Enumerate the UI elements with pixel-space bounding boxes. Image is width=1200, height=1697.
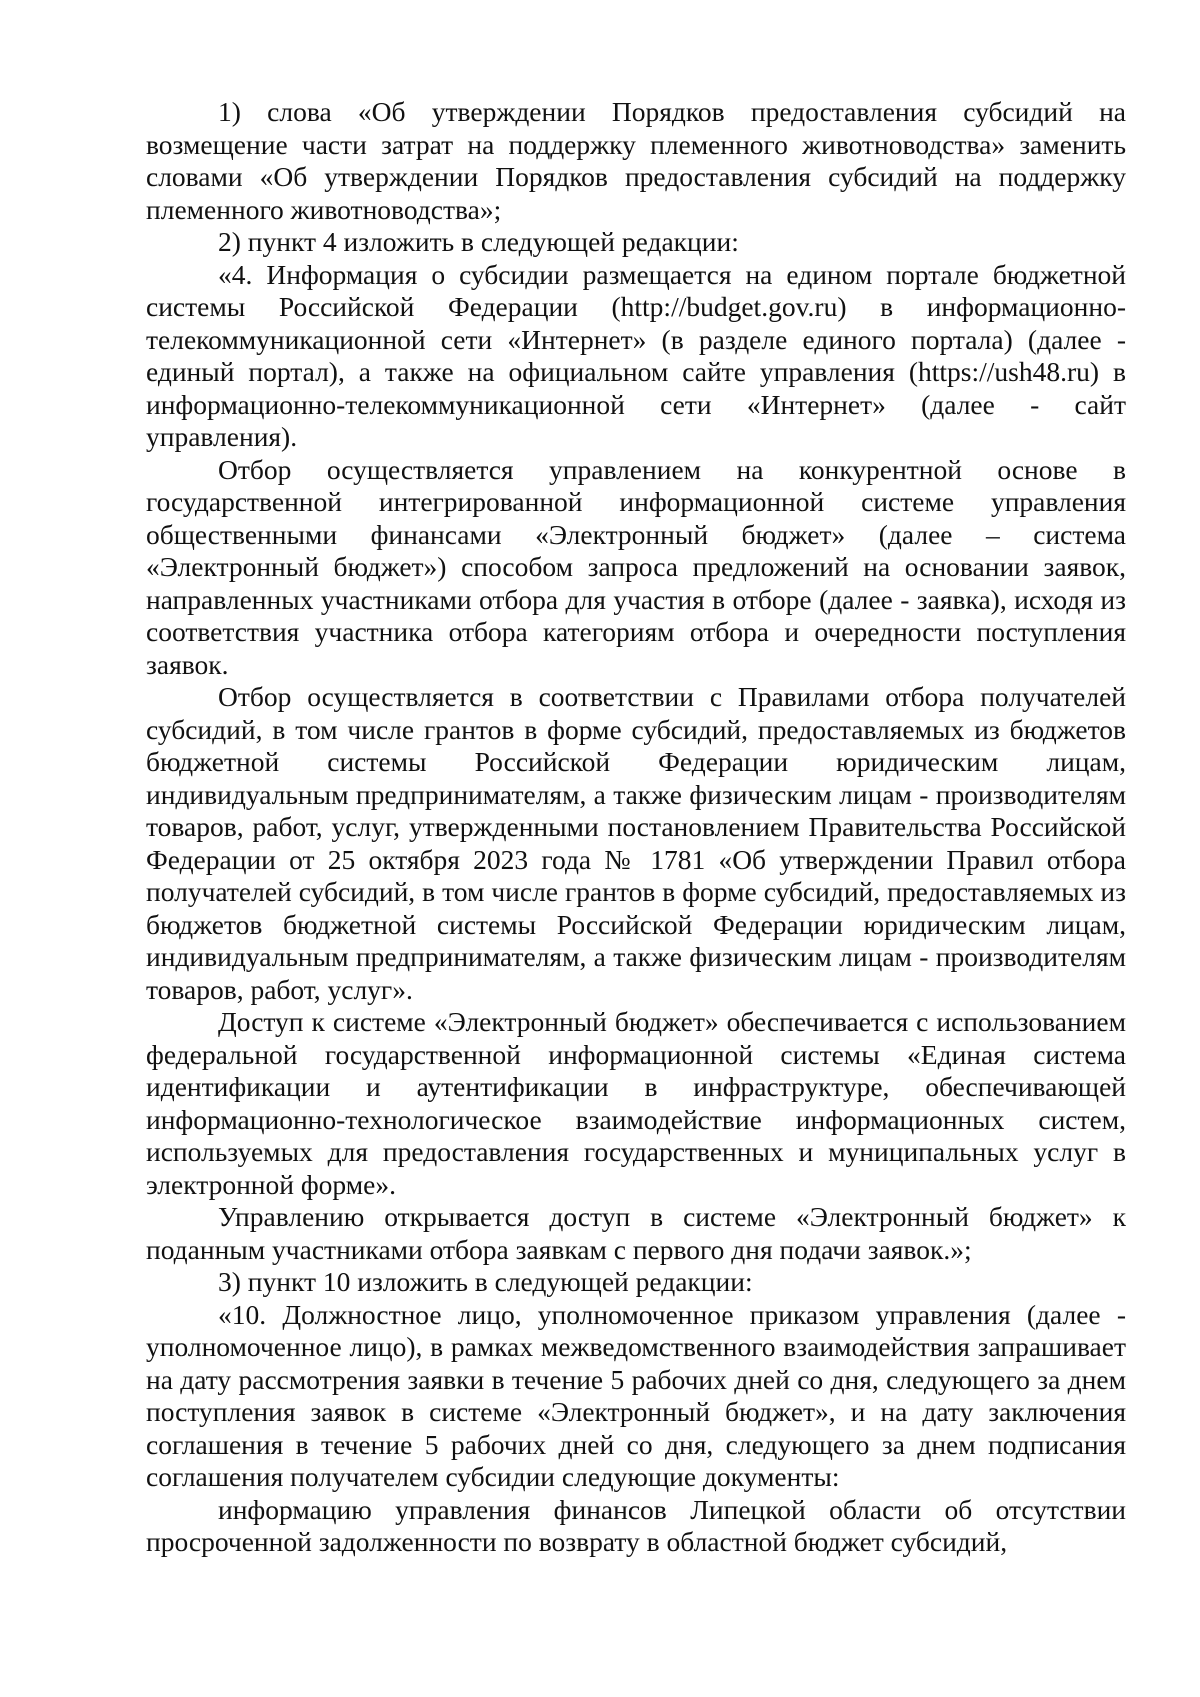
paragraph-6: Доступ к системе «Электронный бюджет» обеспечивается с использованием федеральной государственной информационной системы «Единая система идентификации и аутентификации в инфраструктуре, обеспечивающей информационно-технологическое взаимодействие информационных систем, используемых для предоставления государственных и муниципальных услуг в электронной форме».	[146, 1006, 1126, 1200]
paragraph-2: 2) пункт 4 изложить в следующей редакции:	[218, 226, 739, 257]
paragraph-1: 1) слова «Об утверждении Порядков предоставления субсидий на возмещение части затрат на поддержку племенного животноводства» заменить словами «Об утверждении Порядков предоставления субсидий на поддержку племенного животноводства»;	[146, 96, 1126, 225]
paragraph-4: Отбор осуществляется управлением на конкурентной основе в государственной интегрированной информационной системе управления общественными финансами «Электронный бюджет» (далее – система «Электронный бюджет») способом запроса предложений на основании заявок, направленных участниками отбора для участия в отборе (далее - заявка), исходя из соответствия участника отбора категориям отбора и очередности поступления заявок.	[146, 453, 1126, 680]
paragraph-10: информацию управления финансов Липецкой области об отсутствии просроченной задолженности по возврату в областной бюджет субсидий,	[146, 1493, 1126, 1557]
paragraph-3: «4. Информация о субсидии размещается на едином портале бюджетной системы Российской Федерации (http://budget.gov.ru) в информационно-телекоммуникационной сети «Интернет» (в разделе единого портала) (далее - единый портал), а также на официальном сайте управления (https://ush48.ru) в информационно-телекоммуникационной сети «Интернет» (далее - сайт управления).	[146, 258, 1126, 452]
paragraph-8: 3) пункт 10 изложить в следующей редакции:	[218, 1266, 753, 1297]
paragraph-9: «10. Должностное лицо, уполномоченное приказом управления (далее - уполномоченное лицо), в рамках межведомственного взаимодействия запрашивает на дату рассмотрения заявки в течение 5 рабочих дней со дня, следующего за днем поступления заявок в системе «Электронный бюджет», и на дату заключения соглашения в течение 5 рабочих дней со дня, следующего за днем подписания соглашения получателем субсидии следующие документы:	[146, 1298, 1126, 1492]
paragraph-5: Отбор осуществляется в соответствии с Правилами отбора получателей субсидий, в том числе грантов в форме субсидий, предоставляемых из бюджетов бюджетной системы Российской Федерации юридическим лицам, индивидуальным предпринимателям, а также физическим лицам - производителям товаров, работ, услуг, утвержденными постановлением Правительства Российской Федерации от 25 октября 2023 года № 1781 «Об утверждении Правил отбора получателей субсидий, в том числе грантов в форме субсидий, предоставляемых из бюджетов бюджетной системы Российской Федерации юридическим лицам, индивидуальным предпринимателям, а также физическим лицам - производителям товаров, работ, услуг».	[146, 681, 1126, 1005]
paragraph-7: Управлению открывается доступ в системе «Электронный бюджет» к поданным участниками отбора заявкам с первого дня подачи заявок.»;	[146, 1201, 1126, 1265]
document-page	[146, 96, 1126, 1559]
